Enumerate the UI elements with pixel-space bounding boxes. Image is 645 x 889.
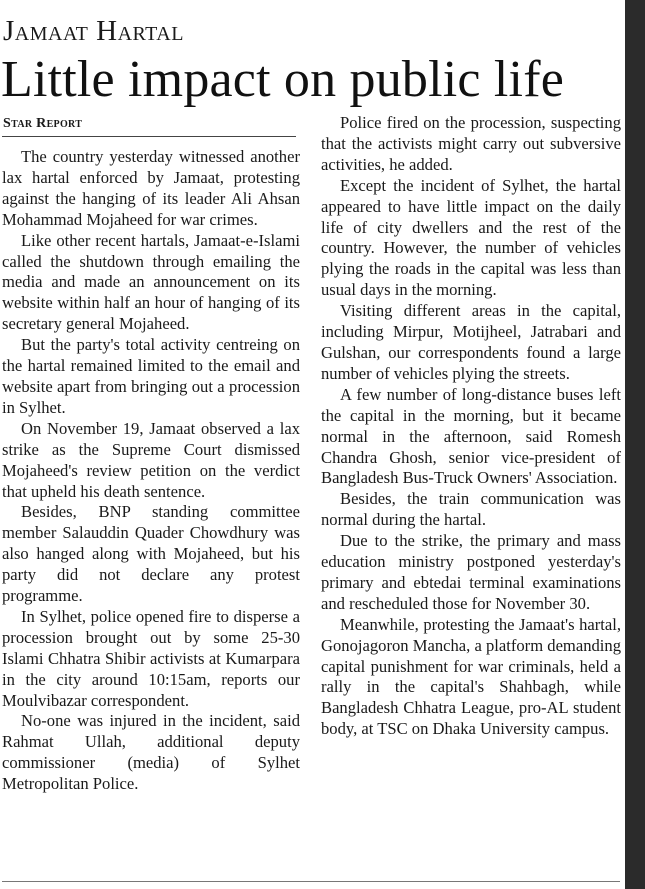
paragraph: In Sylhet, police opened fire to disperse a procession brought out by some 25-30 Islami Chhatra Shibir activists at Kumarpara in the city around 10:15am, reports our Moulvibazar correspondent. [2, 606, 300, 710]
paragraph: No-one was injured in the incident, said Rahmat Ullah, additional deputy commissioner (media) of Sylhet Metropolitan Police. [2, 711, 300, 794]
paragraph: Like other recent hartals, Jamaat-e-Islami called the shutdown through emailing the media and made an announcement on its website within half an hour of hanging of its secretary general Mojaheed. [2, 230, 300, 334]
paragraph: Visiting different areas in the capital, including Mirpur, Motijheel, Jatrabari and Gulshan, our correspondents found a large number of vehicles plying the streets. [321, 301, 621, 383]
paragraph: A few number of long-distance buses left the capital in the morning, but it became normal in the afternoon, said Romesh Chandra Ghosh, senior vice-president of Bangladesh Bus-Truck Owners' Association. [321, 384, 621, 488]
kicker: Jamaat Hartal [3, 15, 184, 47]
paragraph: But the party's total activity centreing on the hartal remained limited to the email and website apart from bringing out a procession in Sylhet. [2, 335, 300, 417]
paragraph: Due to the strike, the primary and mass education ministry postponed yesterday's primary and ebtedai terminal examinations and rescheduled those for November 30. [321, 531, 621, 613]
paragraph: The country yesterday witnessed another lax hartal enforced by Jamaat, protesting against the hanging of its leader Ali Ahsan Mohammad Mojaheed for war crimes. [2, 147, 300, 229]
paragraph: Except the incident of Sylhet, the hartal appeared to have little impact on the daily life of city dwellers and the rest of the country. However, the number of vehicles plying the roads in the capital was less than usual days in the morning. [321, 175, 621, 300]
byline: Star Report [3, 116, 83, 131]
page-edge-shadow [625, 0, 645, 889]
paragraph: Besides, the train communication was normal during the hartal. [321, 489, 621, 530]
left-column [2, 147, 300, 795]
right-column [321, 113, 621, 740]
paragraph: Police fired on the procession, suspecting that the activists might carry out subversive activities, he added. [321, 113, 621, 174]
paragraph: Meanwhile, protesting the Jamaat's hartal, Gonojagoron Mancha, a platform demanding capital punishment for war criminals, held a rally in the capital's Shahbagh, while Bangladesh Chhatra League, pro-AL student body, at TSC on Dhaka University campus. [321, 614, 621, 739]
byline-rule [2, 136, 296, 137]
paragraph: On November 19, Jamaat observed a lax strike as the Supreme Court dismissed Mojaheed's review petition on the verdict that upheld his death sentence. [2, 418, 300, 501]
headline: Little impact on public life [1, 51, 565, 108]
paragraph: Besides, BNP standing committee member Salauddin Quader Chowdhury was also hanged along with Mojaheed, but his party did not declare any protest programme. [2, 502, 300, 606]
bottom-rule [2, 881, 620, 882]
